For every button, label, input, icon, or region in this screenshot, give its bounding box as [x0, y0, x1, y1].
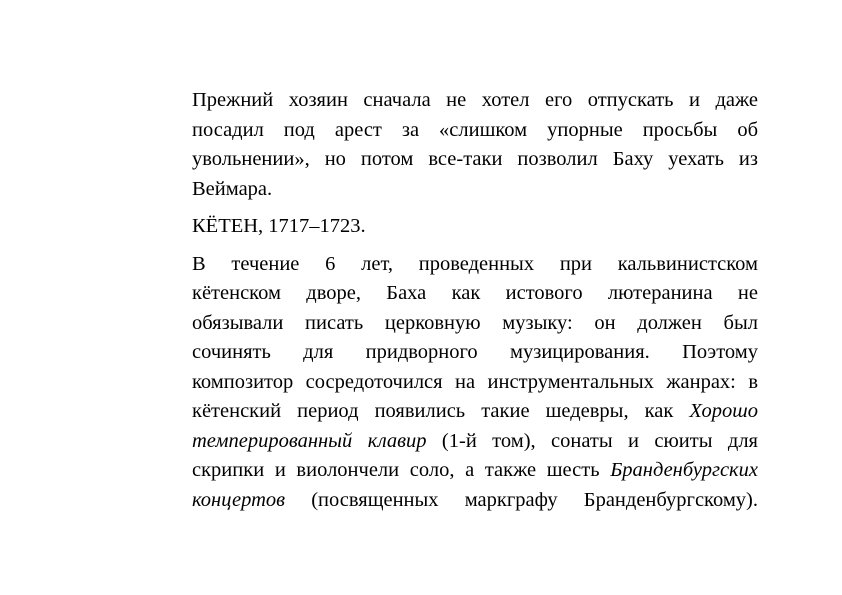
line-text: скрипки и виолончели соло, а также шесть: [192, 459, 611, 481]
text-line: посадил под арест за «слишком упорные просьбы об: [192, 118, 758, 141]
paragraph-release-from-weimar: [192, 86, 758, 204]
text-line: [192, 456, 758, 486]
text-line: обязывали писать церковную музыку: он должен был: [192, 311, 758, 334]
text-block: [192, 86, 758, 515]
text-line: увольнении», но потом все-таки позволил Баху уехать из: [192, 148, 758, 170]
section-heading-koethen: КЁТЕН, 1717–1723.: [192, 215, 366, 237]
text-line: В течение 6 лет, проведенных при кальвинистском: [192, 252, 758, 275]
italic-title-text: темперированный клавир: [192, 429, 427, 452]
line-text: (1-й том), сонаты и сюиты для: [426, 429, 758, 452]
text-line: композитор сосредоточился на инструментальных жанрах: в: [192, 370, 758, 393]
italic-title-text: Бранденбургских: [610, 459, 758, 481]
italic-title-text: концертов: [192, 488, 286, 511]
line-text: кётенский период появились такие шедевры, как: [192, 400, 690, 422]
text-line: кётенском дворе, Баха как истового лютеранина не: [192, 282, 758, 304]
line-text: (посвященных маркграфу Бранденбургскому).: [285, 488, 758, 511]
text-line: [192, 427, 758, 457]
text-line: Прежний хозяин сначала не хотел его отпускать и даже: [192, 89, 758, 111]
italic-title-text: Хорошо: [689, 400, 758, 422]
text-line: Веймара.: [192, 177, 273, 200]
paragraph-koethen-period: [192, 250, 758, 516]
text-line: [192, 397, 758, 427]
text-line: сочинять для придворного музицирования. Поэтому: [192, 341, 758, 363]
text-line: [192, 486, 758, 516]
